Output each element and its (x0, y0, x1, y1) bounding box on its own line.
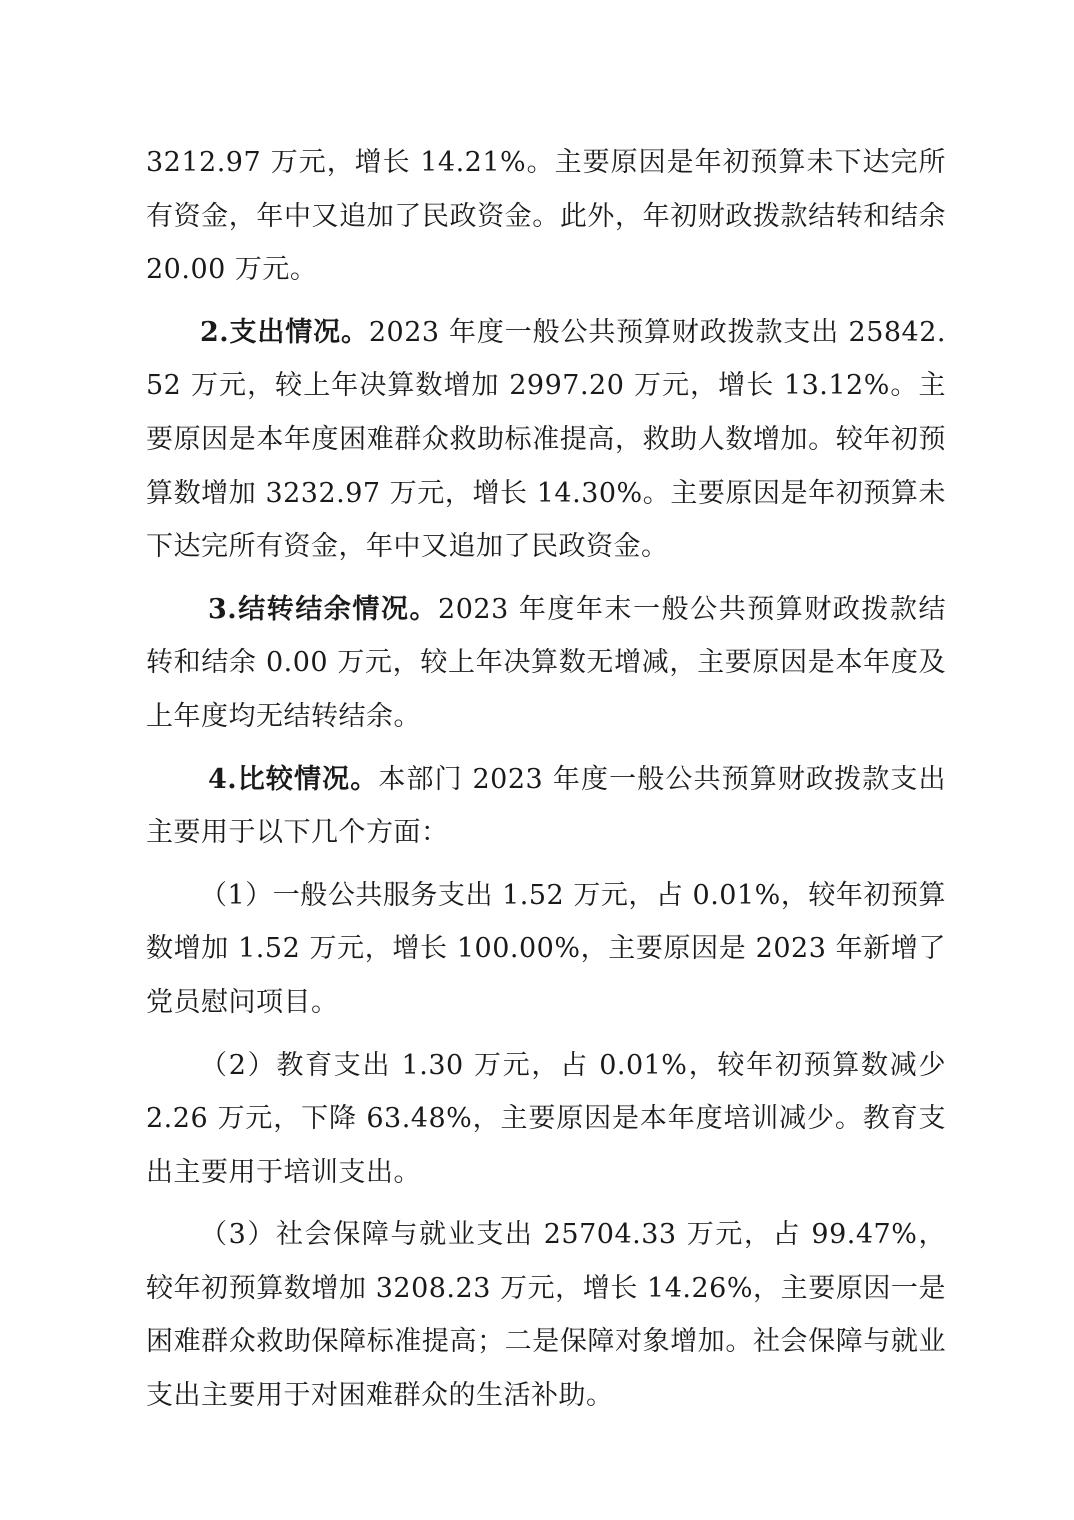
paragraph-text: （1）一般公共服务支出 1.52 万元，占 0.01%，较年初预算数增加 1.52 万元，增长 100.00%，主要原因是 2023 年新增了党员慰问项目。 (146, 879, 946, 1018)
paragraph-item-1 (146, 869, 946, 1030)
paragraph-text: 本部门 2023 年度一般公共预算财政拨款支出主要用于以下几个方面： (146, 763, 946, 849)
paragraph-text: 2023 年度一般公共预算财政拨款支出 25842.52 万元，较上年决算数增加 2997.20 万元，增长 13.12%。主要原因是本年度困难群众救助标准提高，救助人数增加。较年初预算数增加 3232.97 万元，增长 14.30%。主要原因是年初预算未下达完所有资金，年中又追加了民政资金。 (146, 316, 946, 563)
section-heading-expenditure: 2.支出情况。 (200, 316, 369, 348)
paragraph-comparison (146, 753, 946, 860)
paragraph-text: （3）社会保障与就业支出 25704.33 万元，占 99.47%，较年初预算数增加 3208.23 万元，增长 14.26%，主要原因一是困难群众救助保障标准提高；二是保障对象增加。社会保障与就业支出主要用于对困难群众的生活补助。 (146, 1219, 946, 1412)
section-heading-comparison: 4.比较情况。 (208, 763, 379, 795)
paragraph-text: 3212.97 万元，增长 14.21%。主要原因是年初预算未下达完所有资金，年中又追加了民政资金。此外，年初财政拨款结转和结余 20.00 万元。 (146, 147, 946, 286)
document-page (146, 136, 946, 1432)
paragraph-carryover (146, 583, 946, 744)
paragraph-text: 2023 年度年末一般公共预算财政拨款结转和结余 0.00 万元，较上年决算数无增减，主要原因是本年度及上年度均无结转结余。 (146, 593, 947, 732)
paragraph-income-continued (146, 136, 946, 297)
paragraph-item-3 (146, 1208, 946, 1422)
paragraph-text: （2）教育支出 1.30 万元，占 0.01%，较年初预算数减少 2.26 万元，下降 63.48%，主要原因是本年度培训减少。教育支出主要用于培训支出。 (146, 1049, 946, 1188)
section-heading-carryover: 3.结转结余情况。 (208, 593, 439, 625)
paragraph-item-2 (146, 1039, 946, 1200)
paragraph-expenditure (146, 306, 946, 574)
